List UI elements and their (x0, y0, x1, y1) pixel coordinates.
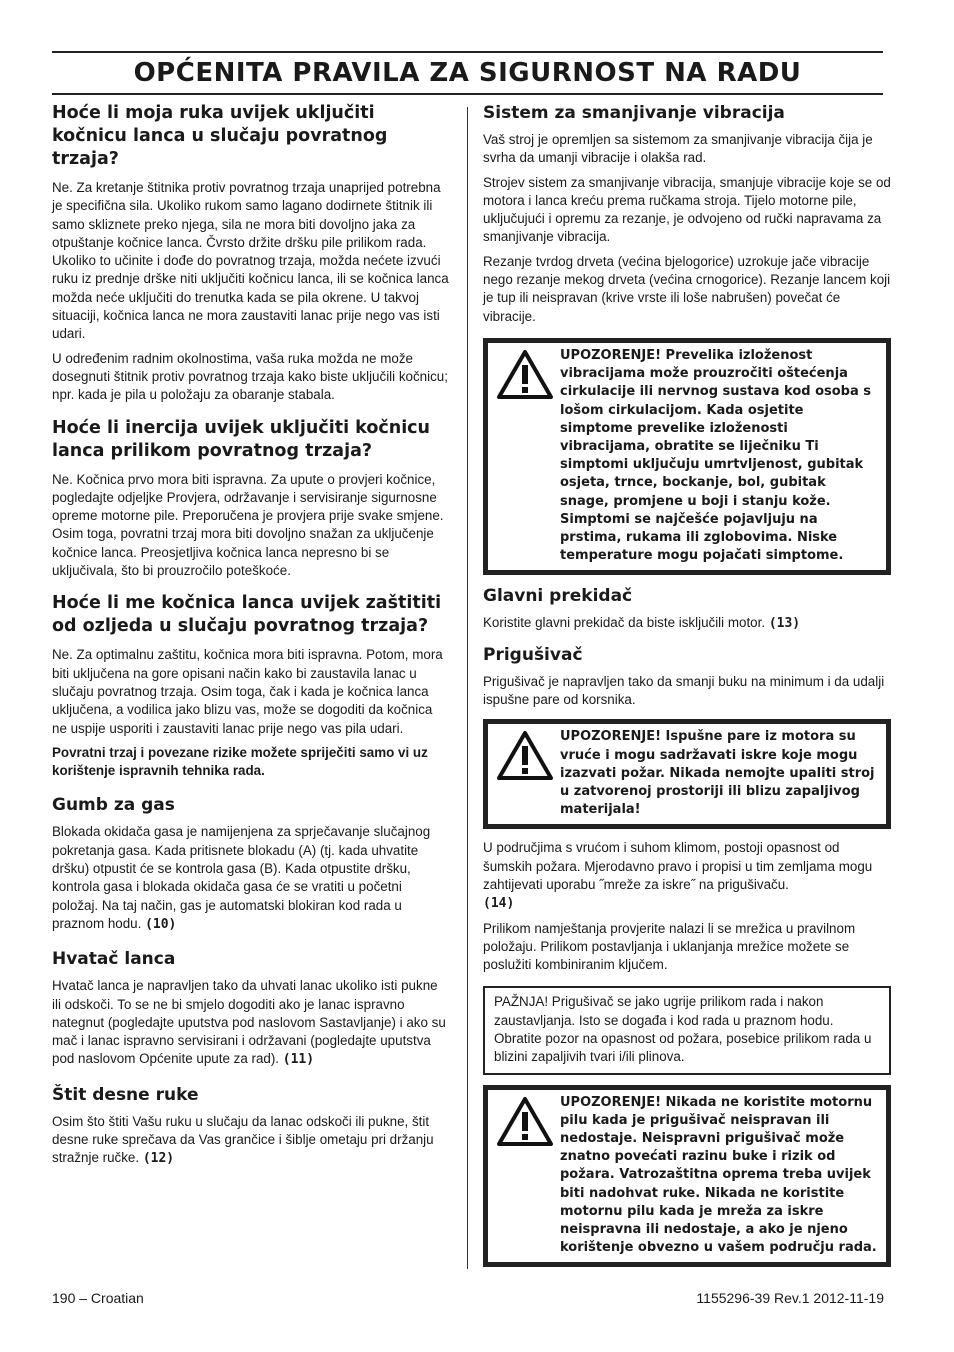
paragraph: Prilikom namještanja provjerite nalazi li se mrežica u pravilnom položaju. Prilikom postavljanja i uklanjanja mrežice možete se poslužiti kombiniranim ključem. (483, 920, 856, 973)
section-vibration-damping (483, 102, 891, 326)
right-column (483, 102, 891, 1267)
paragraph (483, 614, 891, 633)
warning-box-exhaust (483, 719, 891, 829)
warning-box-inner (488, 1090, 886, 1263)
figure-reference: (11) (282, 1052, 315, 1068)
paragraph-text: Blokada okidača gasa je namijenjena za sprječavanje slučajnog pokretanja gasa. Kada pritisnete blokadu (A) (tj. kada uhvatite dršku) otpustit će se kontrola gasa (B). Kada otpustite dršku, kontrola gasa i blokada okidača gasa će se vratiti u početni položaj. Na taj način, gas je automatski blokiran kod rada u praznom hodu. (52, 824, 431, 931)
paragraph: Rezanje tvrdog drveta (većina bjelogorice) uzrokuje jače vibracije nego rezanje mekog drveta (većina crnogorice). Rezanje lancem koji je tup ili neispravan (krive vrste ili loše nabrušen) povečat će vibracije. (483, 253, 891, 324)
section-heading: Hoće li me kočnica lanca uvijek zaštititi od ozljeda u slučaju povratnog trzaja? (52, 593, 442, 637)
section-chain-brake-protection (52, 592, 450, 780)
section-chain-brake-inertia (52, 417, 450, 581)
paragraph: Strojev sistem za smanjivanje vibracija, smanjuje vibracije koje se od motora i lanca kreću prema ručkama stroja. Tijelo motorne pile, uključujući i opremu za rezanje, je odvojeno od ručki napravama za smanjivanje vibracija. (483, 174, 891, 245)
paragraph-text: Koristite glavni prekidač da biste isključili motor. (483, 615, 766, 631)
section-heading: Hvatač lanca (52, 949, 176, 970)
section-chain-brake-hand (52, 102, 450, 405)
paragraph: Vaš stroj je opremljen sa sistemom za smanjivanje vibracija čija je svrha da umanji vibracije i olakša rad. (483, 132, 873, 166)
document-id: 1155296-39 Rev.1 2012-11-19 (696, 1290, 884, 1306)
section-heading: Sistem za smanjivanje vibracija (483, 103, 785, 123)
column-divider (467, 107, 468, 1269)
page-number: 190 – Croatian (52, 1290, 144, 1306)
warning-box-inner (488, 343, 886, 570)
figure-reference: (14) (483, 896, 515, 912)
warning-text: UPOZORENJE! Nikada ne koristite motornu pilu kada je prigušivač neispravan ili nedostaje. Neispravni prigušivač može znatno povećati razinu buke i rizik od požara. Vatrozaštitna oprema treba uvijek biti nadohvat ruke. Nikada ne koristite motornu pilu kada je mreža za iskre neispravna ili nedostaje, a ako je njeno korištenje obvezno u vašem području rada. (560, 1094, 877, 1256)
warning-triangle-icon (496, 347, 560, 406)
warning-triangle-icon (496, 728, 560, 787)
paragraph-text: U područjima s vrućom i suhom klimom, postoji opasnost od šumskih požara. Mjerodavno pravo i propisi u tim zemljama mogu zahtijevati uporabu ˝mreže za iskre˝ na prigušivaču. (483, 840, 873, 892)
section-heading: Prigušivač (483, 644, 583, 665)
warning-triangle-icon (496, 1094, 560, 1153)
paragraph: Prigušivač je napravljen tako da smanji buku na minimum i da udalji ispušne pare od korsnika. (483, 673, 885, 707)
paragraph: Ne. Kočnica prvo mora biti ispravna. Za upute o provjeri kočnice, pogledajte odjeljke Provjera, održavanje i servisiranje sigurnosne opreme motorne pile. Preporučena je provjera prije svake smjene. Osim toga, povratni trzaj mora biti dovoljno snažan za uključenje kočnice lanca. Preosjetljiva kočnica lanca nepresno bi se uključivala, što bi prouzročilo poteškoće. (52, 471, 444, 579)
paragraph (52, 823, 450, 934)
figure-reference: (13) (768, 616, 801, 632)
warning-text: UPOZORENJE! Prevelika izloženost vibracijama može prouzročiti oštećenja cirkulacije ili nervnog sustava kod osoba s lošom cirkulacijom. Kada osjetite simptome prevelike izloženosti vibracijama, obratite se liječniku Ti simptomi uključuju umrtvljenost, gubitak osjeta, trnce, bockanje, bol, gubitak snage, promjene u boji i stanju kože. Simptomi se najčešće pojavljuju na prstima, rukama ili zglobovima. Niske temperature mogu pojačati simptome. (560, 347, 872, 564)
warning-box-inner (488, 724, 886, 824)
paragraph-text: Osim što štiti Vašu ruku u slučaju da lanac odskoči ili pukne, štit desne ruke sprečava da Vas grančice i šiblje ometaju pri držanju stražnje ručke. (52, 1113, 434, 1166)
paragraph: Ne. Za kretanje štitnika protiv povratnog trzaja unaprijed potrebna je specifična sila. Ukoliko rukom samo lagano dodirnete štitnik ili samo skliznete preko njega, sila ne mora biti dovoljno jaka za otpuštanje kočnice lanca. Čvrsto držite dršku pile prilikom rada. Ukoliko to učinite i dođe do povratnog trzaja, možda nećete izvući ruku iz prednje drške niti uključiti kočnicu lanca, ili se kočnica lanca možda neće uključiti do trenutka kada se pila okrene. U takvoj situaciji, kočnica lanca ne mora zaustaviti lanac prije nego vas isti udari. (52, 180, 449, 342)
page-title: OPĆENITA PRAVILA ZA SIGURNOST NA RADU (52, 51, 883, 95)
figure-reference: (10) (145, 916, 177, 932)
paragraph-text: Hvatač lanca je napravljen tako da uhvati lanac ukoliko isti pukne ili odskoči. To se ne bi smjelo dogoditi ako je lanac ispravno nategnut (pogledajte uputstva pod naslovom Sastavljanje) i ako su mač i lanac ispravno servisirani i održavani (pogledajte uputstva pod naslovom Općenite upute za rad). (52, 978, 446, 1067)
paragraph: Ne. Za optimalnu zaštitu, kočnica mora biti ispravna. Potom, mora biti uključena na gore opisani način kako bi zaustavila lanac u slučaju povratnog trzaja. Osim toga, čak i kada je kočnica lanca uključena, a vodilica jako blizu vas, može se dogoditi da kočnica ne uspije usporiti i zaustaviti lanac prije nego vas pila udari. (52, 647, 443, 736)
notice-box (483, 986, 891, 1074)
paragraph (483, 839, 891, 913)
warning-box-muffler (483, 1085, 891, 1268)
section-heading: Gumb za gas (52, 795, 175, 816)
section-heading: Štit desne ruke (52, 1084, 199, 1105)
paragraph (52, 1113, 450, 1169)
section-heading: Glavni prekidač (483, 586, 633, 607)
section-stop-switch (483, 585, 891, 633)
section-muffler (483, 644, 891, 710)
left-column (52, 102, 450, 1175)
paragraph-bold: Povratni trzaj i povezane rizike možete spriječiti samo vi uz korištenje ispravnih tehnika rada. (52, 744, 428, 779)
paragraph: U određenim radnim okolnostima, vaša ruka možda ne može dosegnuti štitnik protiv povratnog trzaja kako biste uključili kočnicu; npr. kada je pila u položaju za obaranje stabala. (52, 350, 448, 403)
notice-text: PAŽNJA! Prigušivač se jako ugrije prilikom rada i nakon zaustavljanja. Isto se događa i kod rada u praznom hodu. Obratite pozor na opasnost od požara, posebice prilikom rada u blizini zapaljivih tvari i/ili plinova. (494, 994, 872, 1065)
paragraph (52, 977, 450, 1069)
figure-reference: (12) (142, 1151, 175, 1167)
warning-box-vibration (483, 338, 891, 575)
section-right-hand-guard (52, 1084, 450, 1169)
warning-text: UPOZORENJE! Ispušne pare iz motora su vruće i mogu sadržavati iskre koje mogu izazvati požar. Nikada nemojte upaliti stroj u zatvorenoj prostoriji ili blizu zapaljivog materijala! (560, 729, 875, 818)
section-heading: Hoće li inercija uvijek uključiti kočnicu lanca prilikom povratnog trzaja? (52, 417, 431, 461)
section-throttle-lockout (52, 794, 450, 934)
section-chain-catcher (52, 948, 450, 1069)
section-heading: Hoće li moja ruka uvijek uključiti kočnicu lanca u slučaju povratnog trzaja? (52, 103, 388, 169)
